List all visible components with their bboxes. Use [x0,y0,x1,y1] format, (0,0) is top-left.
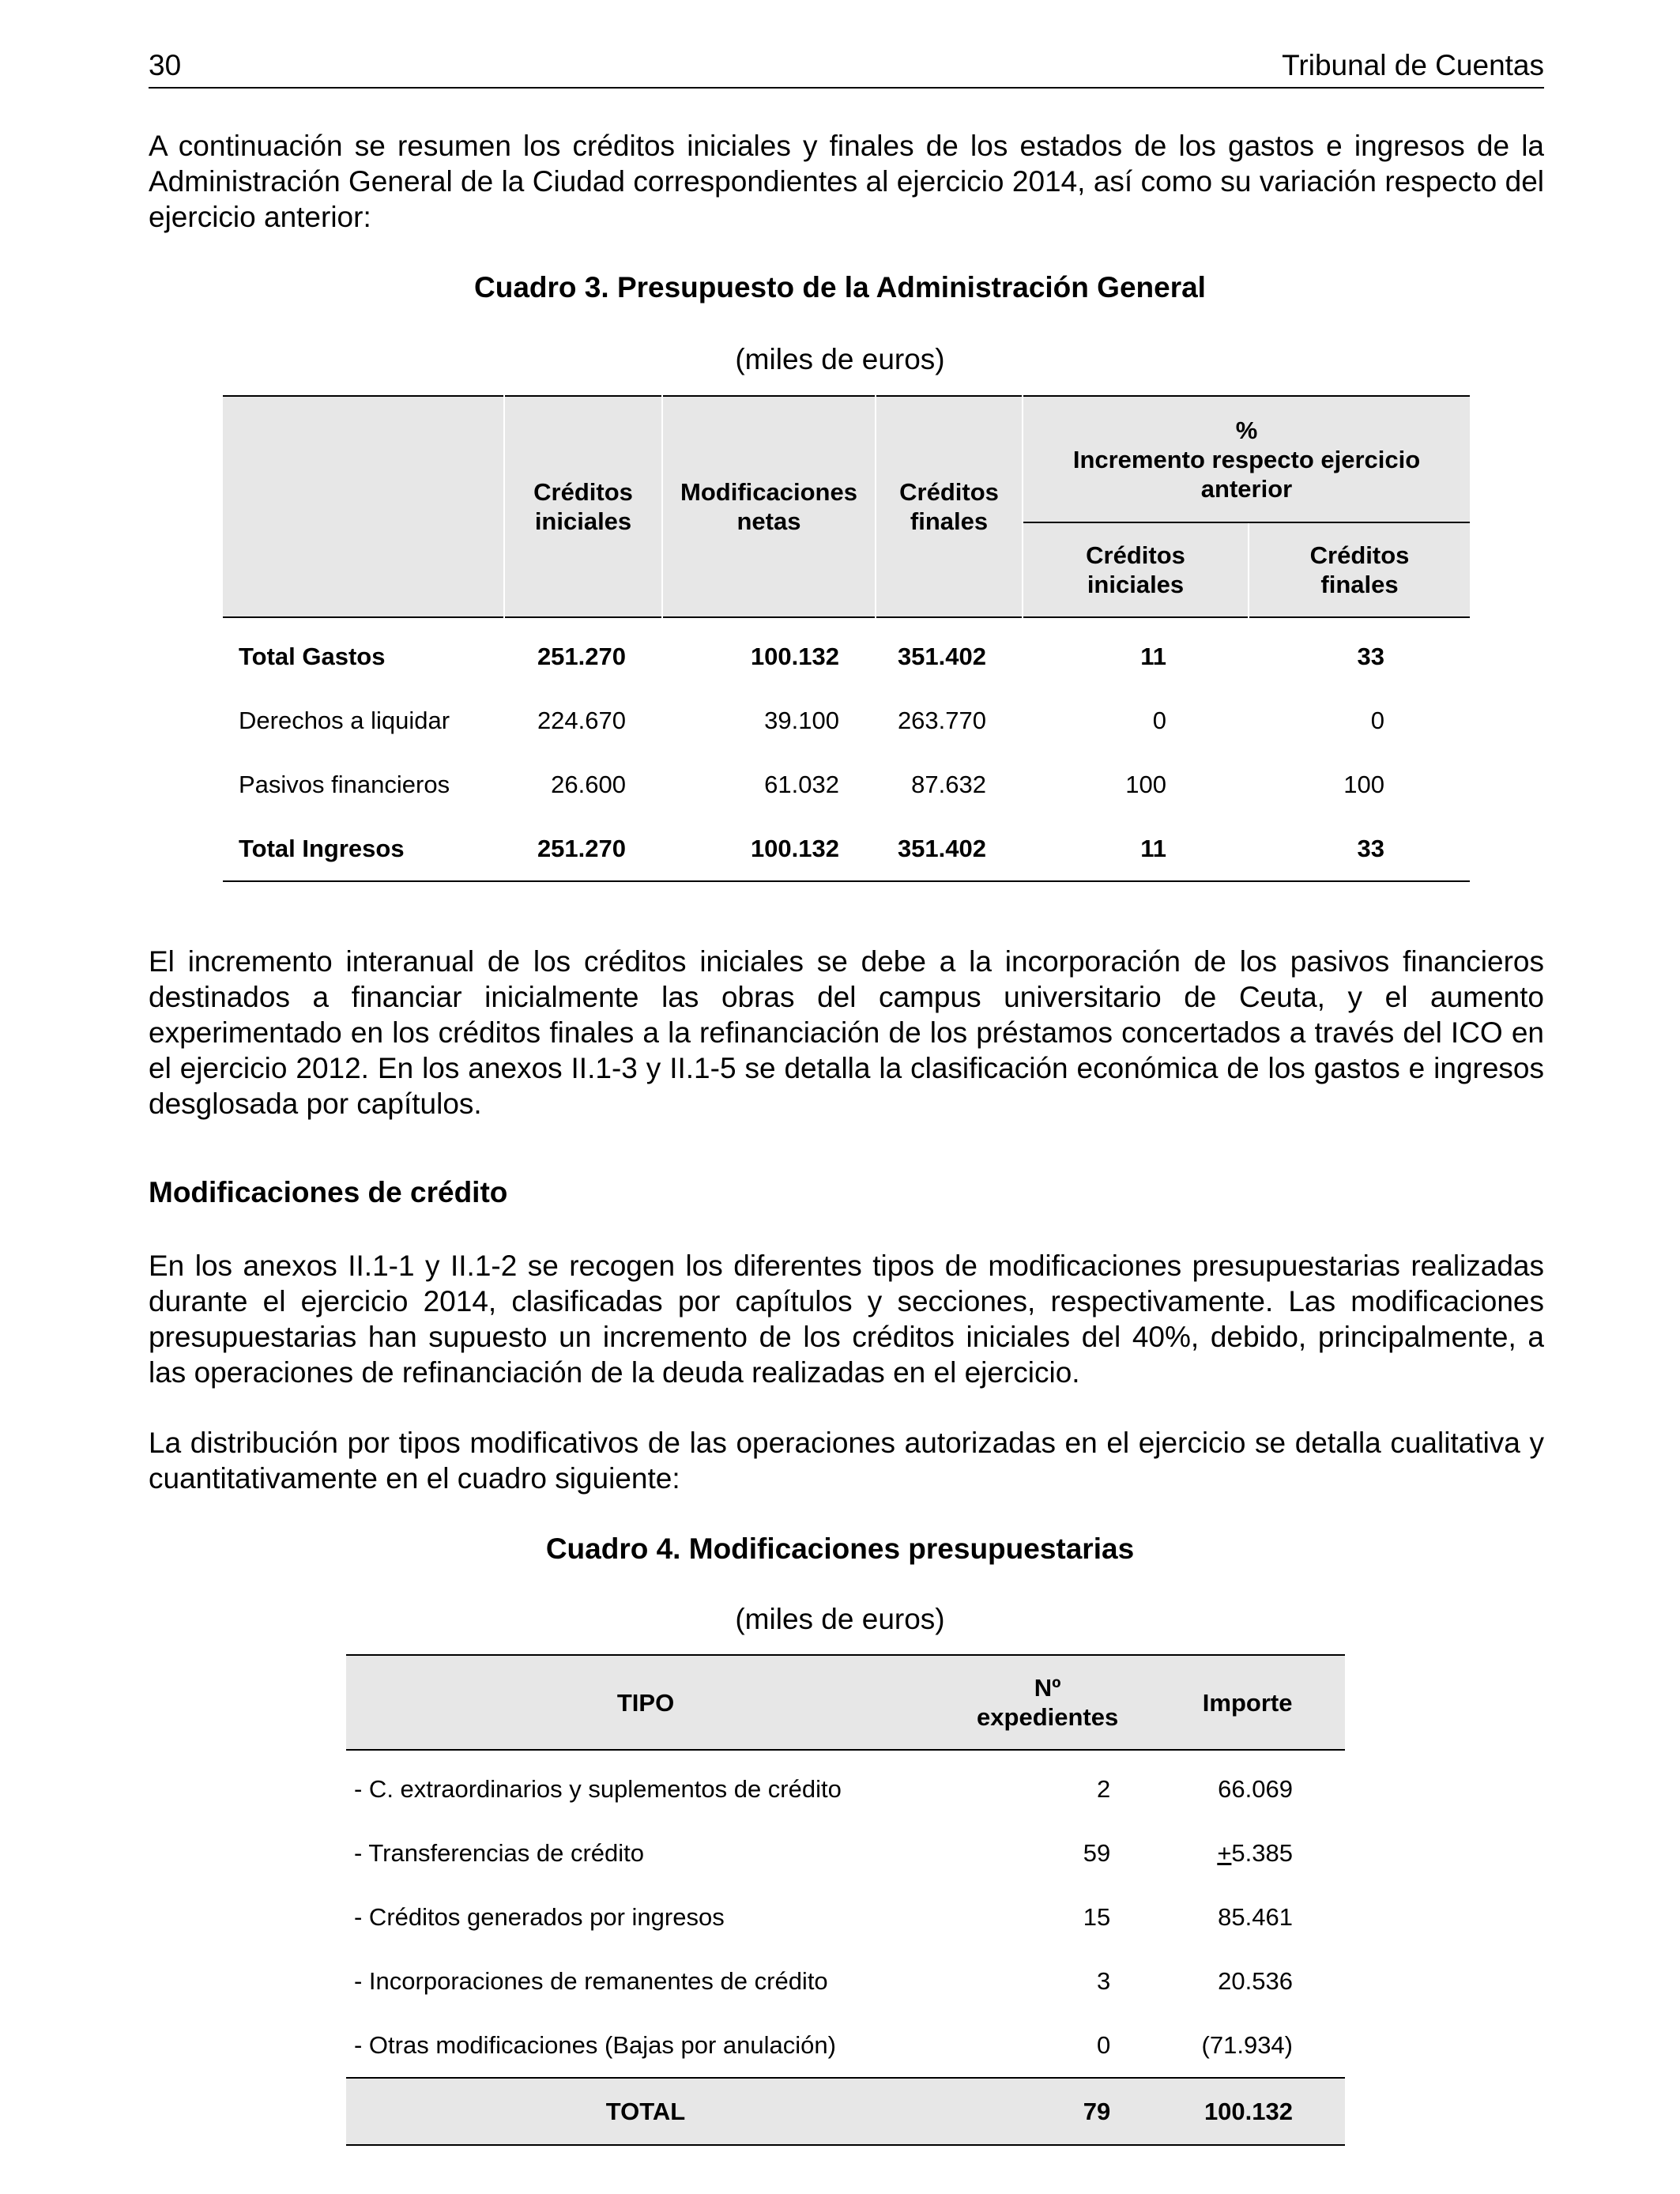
header-pct-group [1023,396,1470,522]
header-creditos-iniciales: Créditos iniciales [504,396,662,617]
row-label: Total Ingresos [223,816,504,881]
page-number: 30 [149,49,182,81]
cell-expedientes: 59 [1083,1838,1111,1867]
row-tipo: - Créditos generados por ingresos [354,1902,725,1931]
paragraph-distribution: La distribución por tipos modificativos de las operaciones autorizadas en el ejercicio se detalla cualitativa y cuantitativamente en el cuadro siguiente: [149,1427,1544,1495]
header-pct-creditos-finales: Créditos finales [1249,522,1470,617]
cell-creditos-iniciales: 26.600 [551,770,626,798]
cell-pct-iniciales: 100 [1125,770,1166,798]
header-tipo: TIPO [346,1655,945,1750]
cell-expedientes: 2 [1096,1774,1111,1803]
cell-importe: 85.461 [1218,1902,1293,1931]
cell-pct-iniciales: 11 [1140,642,1166,670]
page-header [149,46,1544,89]
importe-sign: + [1217,1838,1232,1867]
cell-creditos-iniciales: 251.270 [537,642,626,670]
table4-units: (miles de euros) [735,1603,945,1635]
table-row [346,1750,1345,1821]
row-label: Total Gastos [239,642,386,670]
cell-importe: 20.536 [1218,1966,1293,1995]
cell-pct-finales: 33 [1357,642,1384,670]
table-row [346,1821,1345,1885]
header-modificaciones-netas: Modificaciones netas [662,396,876,617]
cell-pct-finales: 100 [1343,770,1384,798]
cell-creditos-iniciales: 251.270 [504,816,662,881]
budget-table [223,395,1470,882]
cell-expedientes: 3 [1096,1966,1111,1995]
header-creditos-finales: Créditos finales [876,396,1023,617]
total-label: TOTAL [346,2078,945,2145]
table-row [223,688,1470,752]
row-tipo: - C. extraordinarios y suplementos de crédito [354,1774,842,1803]
row-tipo: - Otras modificaciones (Bajas por anulación) [354,2030,836,2059]
header-expedientes: Nº expedientes [945,1655,1150,1750]
header-pct-symbol: % [1235,416,1258,444]
cell-importe: 66.069 [1218,1774,1293,1803]
header-pct-creditos-iniciales: Créditos iniciales [1023,522,1249,617]
cell-expedientes: 15 [1083,1902,1111,1931]
cell-expedientes: 0 [1096,2030,1111,2059]
table-row [346,2013,1345,2078]
row-label: Pasivos financieros [239,770,450,798]
cell-creditos-iniciales: 224.670 [537,706,626,734]
paragraph-increment: El incremento interanual de los créditos iniciales se debe a la incorporación de los pasivos financieros destinados a financiar inicialmente las obras del campus universitario de Ceuta, y el aumento experimentado en los créditos finales a la refinanciación de los préstamos concertados a través del ICO en el ejercicio 2012. En los anexos II.1-3 y II.1-5 se detalla la clasificación económica de los gastos e ingresos desglosada por capítulos. [149,945,1544,1120]
row-tipo: - Incorporaciones de remanentes de crédito [354,1966,828,1995]
paragraph-modifications: En los anexos II.1-1 y II.1-2 se recogen los diferentes tipos de modificaciones presupuestarias realizadas durante el ejercicio 2014, clasificadas por capítulos y secciones, respectivamente. Las modificaciones presupuestarias han supuesto un incremento de los créditos iniciales del 40%, debido, principalmente, a las operaciones de refinanciación de la deuda realizadas en el ejercicio. [149,1250,1544,1389]
total-importe: 100.132 [1150,2078,1345,2145]
table-row [223,752,1470,816]
table-row [346,1949,1345,2013]
row-label: Derechos a liquidar [239,706,450,734]
cell-modificaciones-netas: 100.132 [662,816,876,881]
cell-pct-finales: 0 [1370,706,1384,734]
header-blank [223,396,504,617]
importe-value: 5.385 [1231,1838,1293,1867]
cell-importe [1150,1821,1345,1885]
table4-caption: Cuadro 4. Modificaciones presupuestarias [545,1532,1135,1565]
row-tipo: - Transferencias de crédito [354,1838,645,1867]
cell-modificaciones-netas: 39.100 [764,706,839,734]
cell-pct-iniciales: 11 [1023,816,1249,881]
cell-pct-finales: 33 [1249,816,1470,881]
total-expedientes: 79 [945,2078,1150,2145]
header-pct-label: Incremento respecto ejercicio anterior [1072,445,1421,503]
table-row [223,617,1470,688]
table-row [346,1885,1345,1949]
running-title: Tribunal de Cuentas [1282,49,1544,81]
header-importe: Importe [1150,1655,1345,1750]
modifications-table [346,1654,1345,2146]
table-row [223,816,1470,881]
cell-modificaciones-netas: 100.132 [750,642,839,670]
cell-creditos-finales: 351.402 [876,816,1023,881]
cell-importe: (71.934) [1201,2030,1293,2059]
intro-paragraph: A continuación se resumen los créditos iniciales y finales de los estados de los gastos e ingresos de la Administración General de la Ciudad correspondientes al ejercicio 2014, así como su variación respecto del ejercicio anterior: [149,130,1544,233]
cell-modificaciones-netas: 61.032 [764,770,839,798]
section-heading: Modificaciones de crédito [149,1176,508,1208]
cell-creditos-finales: 87.632 [911,770,986,798]
cell-creditos-finales: 351.402 [897,642,986,670]
cell-pct-iniciales: 0 [1152,706,1166,734]
cell-creditos-finales: 263.770 [897,706,986,734]
table3-units: (miles de euros) [735,343,945,375]
total-row [346,2078,1345,2145]
table3-caption: Cuadro 3. Presupuesto de la Administración General [474,271,1206,303]
